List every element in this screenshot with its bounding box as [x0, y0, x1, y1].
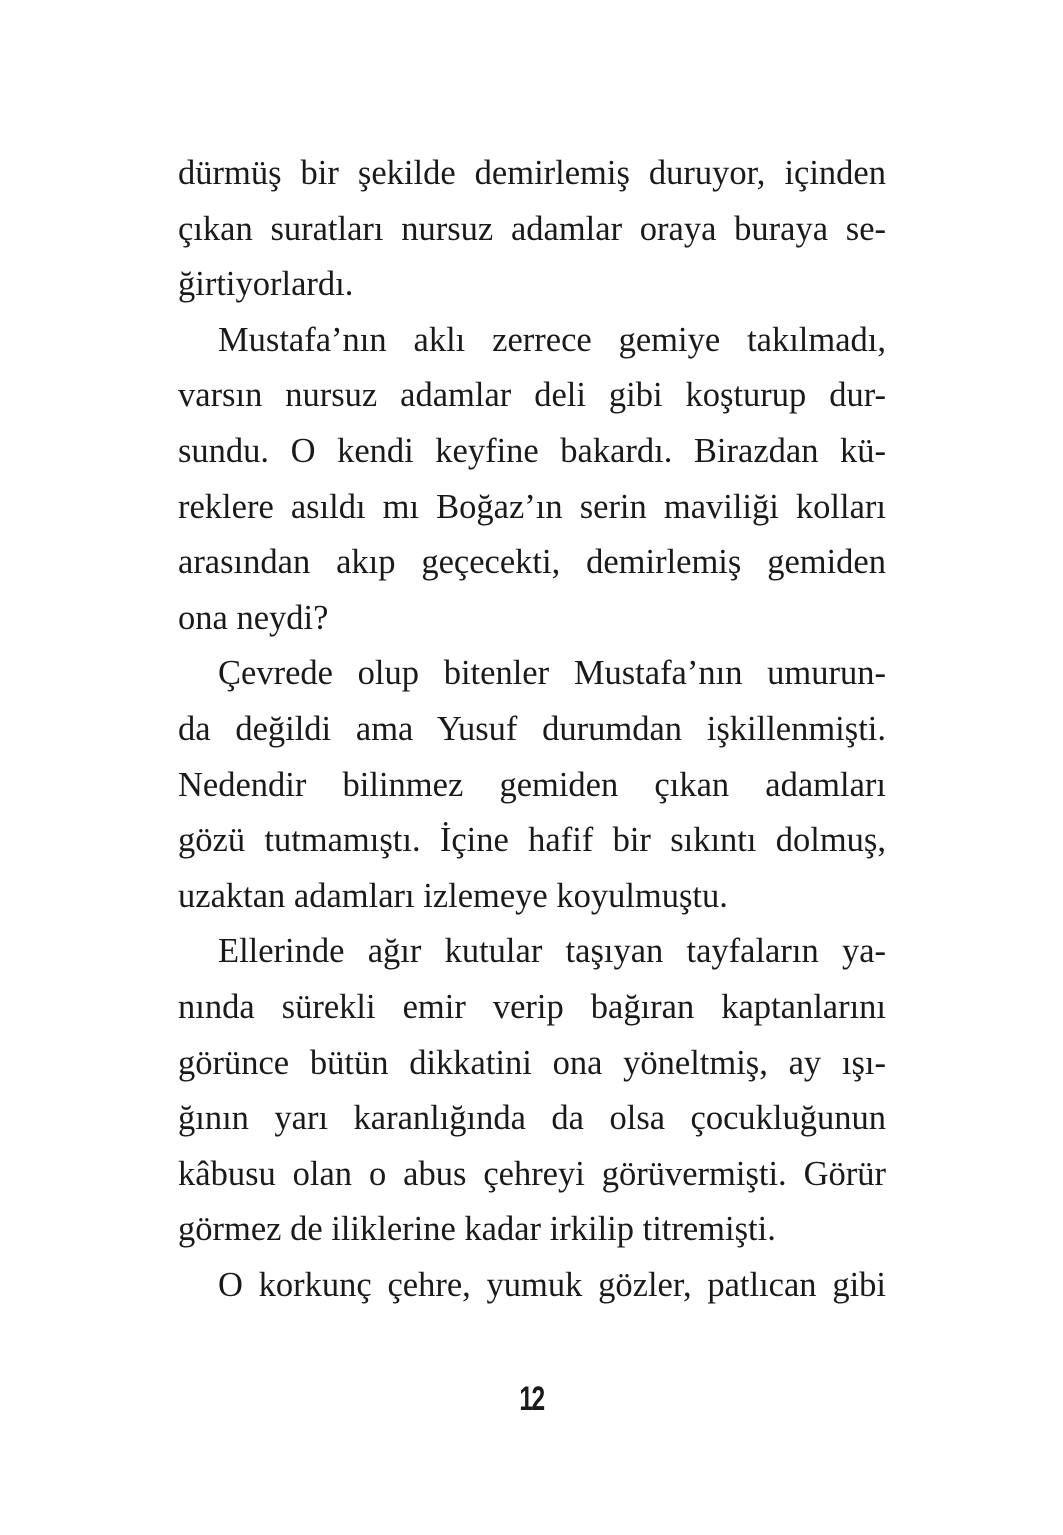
text-line: dürmüş bir şekilde demirlemiş duruyor, içinden: [178, 154, 886, 192]
text-line: da değildi ama Yusuf durumdan işkillenmişti.: [178, 709, 886, 748]
text-line: ğının yarı karanlığında da olsa çocukluğunun: [178, 1099, 886, 1138]
paragraph: [178, 924, 886, 1258]
text-line: Ellerinde ağır kutular taşıyan tayfaların ya-: [218, 932, 886, 971]
text-line: reklere asıldı mı Boğaz’ın serin maviliği kolları: [178, 487, 886, 526]
text-line: Mustafa’nın aklı zerrece gemiye takılmadı,: [218, 320, 886, 359]
text-line: uzaktan adamları izlemeye koyulmuştu.: [178, 876, 728, 915]
text-line: nında sürekli emir verip bağıran kaptanlarını: [178, 987, 886, 1026]
paragraph: [178, 313, 886, 647]
text-line: Çevrede olup bitenler Mustafa’nın umurun-: [218, 654, 886, 693]
text-line: arasından akıp geçecekti, demirlemiş gemiden: [178, 543, 886, 582]
text-line: çıkan suratları nursuz adamlar oraya buraya se-: [178, 209, 886, 248]
text-line: görünce bütün dikkatini ona yöneltmiş, ay ışı-: [178, 1043, 886, 1082]
text-line: sundu. O kendi keyfine bakardı. Birazdan kü-: [178, 431, 886, 470]
paragraph: [178, 646, 886, 924]
text-line: ona neydi?: [178, 598, 329, 637]
text-line: kâbusu olan o abus çehreyi görüvermişti. Görür: [178, 1154, 886, 1193]
paragraph: [178, 146, 886, 313]
text-line: gözü tutmamıştı. İçine hafif bir sıkıntı dolmuş,: [178, 821, 886, 860]
text-line: Nedendir bilinmez gemiden çıkan adamları: [178, 765, 886, 804]
text-line: O korkunç çehre, yumuk gözler, patlıcan gibi: [218, 1265, 886, 1304]
body-text: [178, 146, 886, 1313]
text-line: görmez de iliklerine kadar irkilip titremişti.: [178, 1210, 776, 1249]
text-line: ğirtiyorlardı.: [178, 265, 354, 304]
text-line: varsın nursuz adamlar deli gibi koşturup dur-: [178, 376, 886, 415]
paragraph: [178, 1258, 886, 1314]
page-number: 12: [519, 1380, 544, 1418]
